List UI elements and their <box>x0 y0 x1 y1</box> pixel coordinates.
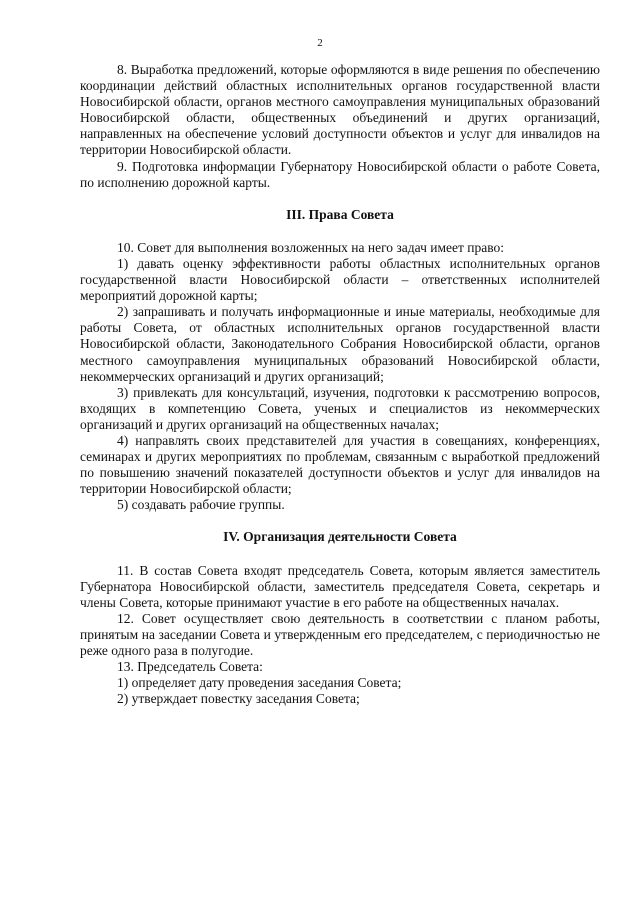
paragraph-10: 10. Совет для выполнения возложенных на него задач имеет право: <box>117 239 505 255</box>
right-item-1: 1) давать оценку эффективности работы областных исполнительных органов государственной власти Новосибирской области – ответственных исполнителей мероприятий дорожной карты; <box>80 255 600 304</box>
chair-item-1: 1) определяет дату проведения заседания Совета; <box>117 675 402 691</box>
page-number: 2 <box>317 37 323 49</box>
paragraph-13: 13. Председатель Совета: <box>117 659 263 675</box>
document-body <box>80 62 600 707</box>
chair-item-2: 2) утверждает повестку заседания Совета; <box>117 691 360 707</box>
right-item-3: 3) привлекать для консультаций, изучения, подготовки к рассмотрению вопросов, входящих в компетенцию Совета, ученых и специалистов из некоммерческих организаций и других организаций на общественных началах; <box>80 384 600 432</box>
section-heading-organization: IV. Организация деятельности Совета <box>223 529 457 545</box>
right-item-5: 5) создавать рабочие группы. <box>117 497 285 513</box>
right-item-4: 4) направлять своих представителей для участия в совещаниях, конференциях, семинарах и других мероприятиях по проблемам, связанным с выработкой предложений по повышению значений показателей доступности объектов и услуг для инвалидов на территории Новосибирской области; <box>80 432 600 497</box>
section-heading-rights: III. Права Совета <box>286 206 394 222</box>
paragraph-11: 11. В состав Совета входят председатель Совета, которым является заместитель Губернатора Новосибирской области, заместитель председателя Совета, секретарь и члены Совета, которые принимают участие в его работе на общественных началах. <box>80 562 600 610</box>
right-item-2: 2) запрашивать и получать информационные и иные материалы, необходимые для работы Совета, от областных исполнительных органов государственной власти Новосибирской области, Законодательного Собрания Новосибирской области, органов местного самоуправления муниципальных образований Новосибирской области, некоммерческих организаций и других организаций; <box>80 304 600 384</box>
paragraph-12: 12. Совет осуществляет свою деятельность в соответствии с планом работы, принятым на заседании Совета и утвержденным его председателем, с периодичностью не реже одного раза в полугодие. <box>80 610 600 658</box>
paragraph-9: 9. Подготовка информации Губернатору Новосибирской области о работе Совета, по исполнению дорожной карты. <box>80 158 600 190</box>
paragraph-8: 8. Выработка предложений, которые оформляются в виде решения по обеспечению координации действий областных исполнительных органов государственной власти Новосибирской области, органов местного самоуправления муниципальных образований Новосибирской области, общественных объединений и других организаций, направленных на обеспечение условий доступности объектов и услуг для инвалидов на территории Новосибирской области. <box>80 62 600 158</box>
